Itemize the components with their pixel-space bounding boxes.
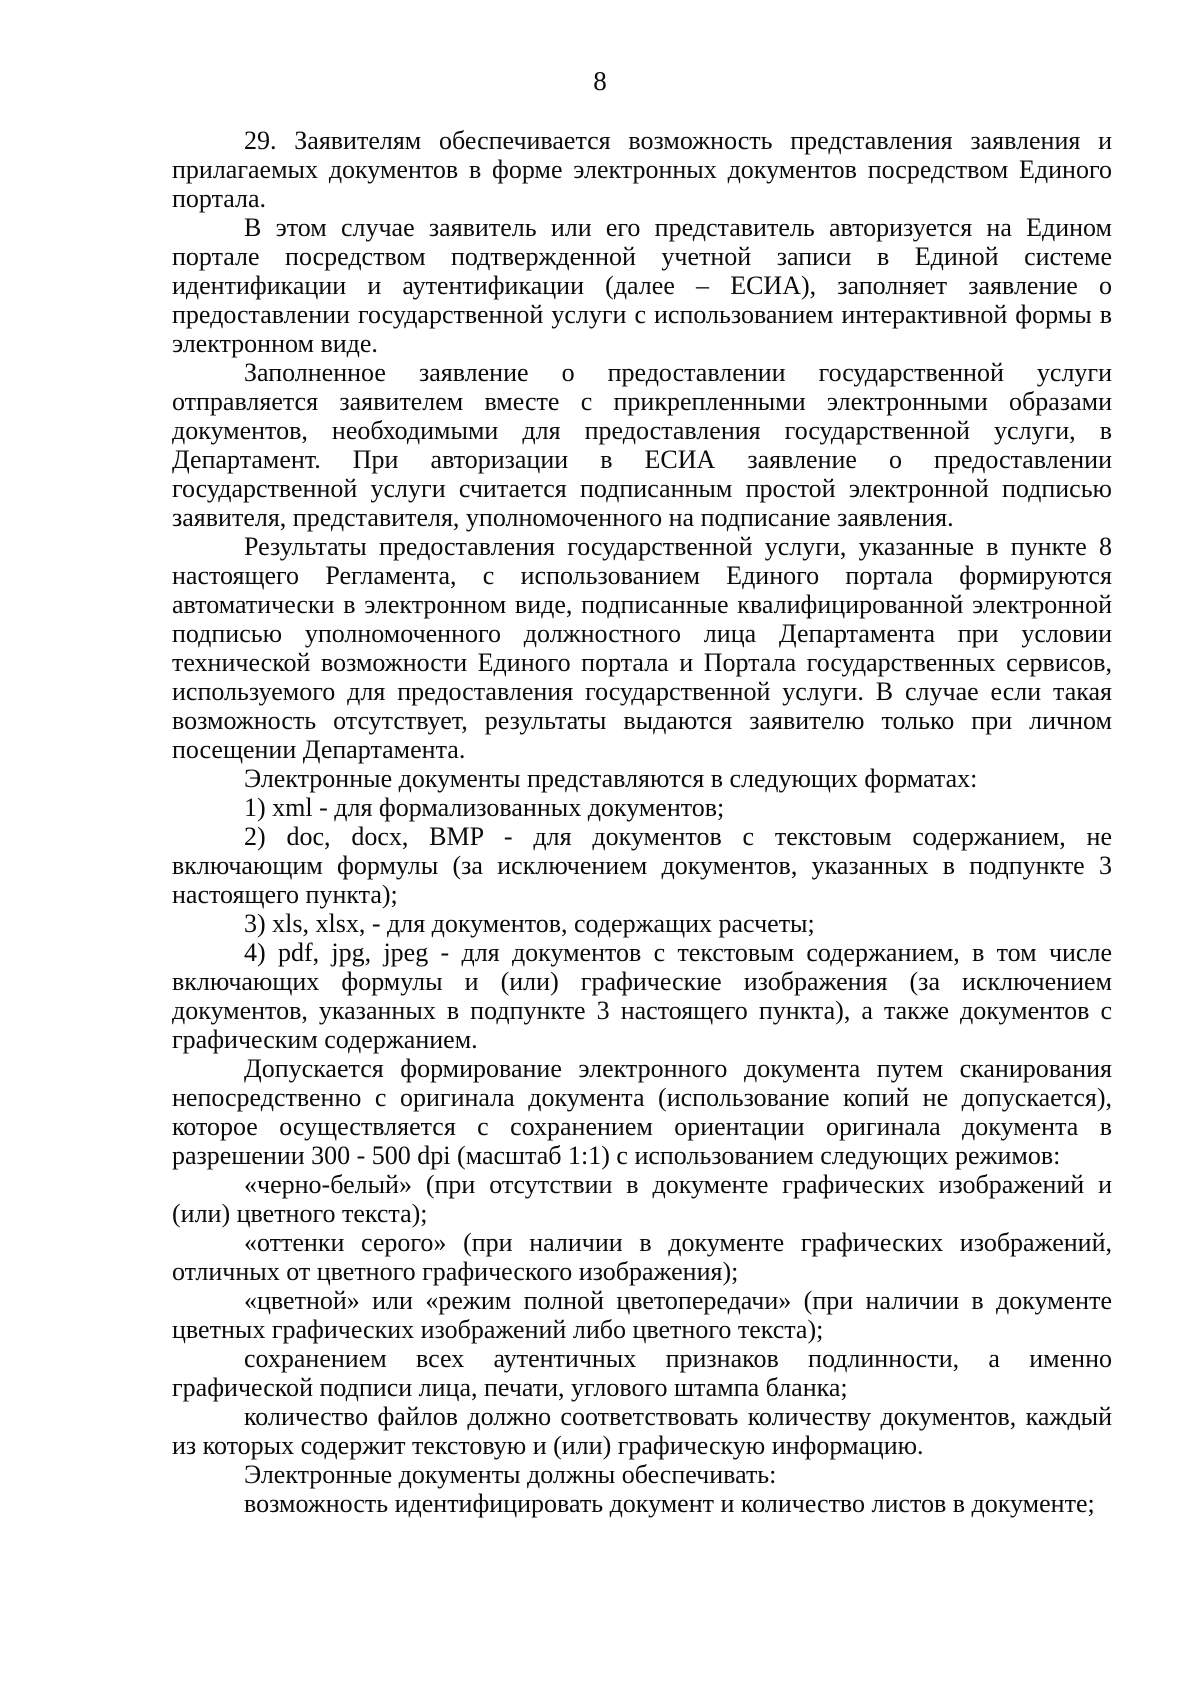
page-number: 8 xyxy=(593,66,607,96)
list-item-format-doc: 2) doc, docx, BMP - для документов с текстовым содержанием, не включающим формулы (за исключением документов, указанных в подпункте 3 настоящего пункта); xyxy=(172,822,1112,909)
list-item-format-xls: 3) xls, xlsx, - для документов, содержащих расчеты; xyxy=(244,909,815,938)
list-item-format-xml: 1) xml - для формализованных документов; xyxy=(244,793,725,822)
list-item-mode-grayscale: «оттенки серого» (при наличии в документе графических изображений, отличных от цветного графического изображения); xyxy=(172,1228,1112,1286)
document-body xyxy=(172,126,1112,1518)
paragraph-formats-intro: Электронные документы представляются в следующих форматах: xyxy=(244,764,978,793)
paragraph-filled-application: Заполненное заявление о предоставлении государственной услуги отправляется заявителем вместе с прикрепленными электронными образами документов, необходимыми для предоставления государственной услуги, в Департамент. При авторизации в ЕСИА заявление о предоставлении государственной услуги считается подписанным простой электронной подписью заявителя, представителя, уполномоченного на подписание заявления. xyxy=(172,358,1112,532)
paragraph-esia-authorization: В этом случае заявитель или его представитель авторизуется на Едином портале посредством подтвержденной учетной записи в Единой системе идентификации и аутентификации (далее – ЕСИА), заполняет заявление о предоставлении государственной услуги с использованием интерактивной формы в электронном виде. xyxy=(172,213,1112,358)
list-item-identification: возможность идентифицировать документ и количество листов в документе; xyxy=(244,1489,1095,1518)
list-item-mode-black-white: «черно-белый» (при отсутствии в документе графических изображений и (или) цветного текста); xyxy=(172,1170,1112,1228)
list-item-format-pdf: 4) pdf, jpg, jpeg - для документов с текстовым содержанием, в том числе включающих формулы и (или) графические изображения (за исключением документов, указанных в подпункте 3 настоящего пункта), а также документов с графическим содержанием. xyxy=(172,938,1112,1054)
paragraph-scanning: Допускается формирование электронного документа путем сканирования непосредственно с оригинала документа (использование копий не допускается), которое осуществляется с сохранением ориентации оригинала документа в разрешении 300 - 500 dpi (масштаб 1:1) с использованием следующих режимов: xyxy=(172,1054,1112,1170)
list-item-authenticity: сохранением всех аутентичных признаков подлинности, а именно графической подписи лица, печати, углового штампа бланка; xyxy=(172,1344,1112,1402)
paragraph-item-29-intro: 29. Заявителям обеспечивается возможность представления заявления и прилагаемых документов в форме электронных документов посредством Единого портала. xyxy=(172,126,1112,213)
paragraph-requirements-intro: Электронные документы должны обеспечивать: xyxy=(244,1460,777,1489)
list-item-mode-color: «цветной» или «режим полной цветопередачи» (при наличии в документе цветных графических изображений либо цветного текста); xyxy=(172,1286,1112,1344)
paragraph-service-results: Результаты предоставления государственной услуги, указанные в пункте 8 настоящего Регламента, с использованием Единого портала формируются автоматически в электронном виде, подписанные квалифицированной электронной подписью уполномоченного должностного лица Департамента при условии технической возможности Единого портала и Портала государственных сервисов, используемого для предоставления государственной услуги. В случае если такая возможность отсутствует, результаты выдаются заявителю только при личном посещении Департамента. xyxy=(172,532,1112,764)
list-item-file-count: количество файлов должно соответствовать количеству документов, каждый из которых содержит текстовую и (или) графическую информацию. xyxy=(172,1402,1112,1460)
